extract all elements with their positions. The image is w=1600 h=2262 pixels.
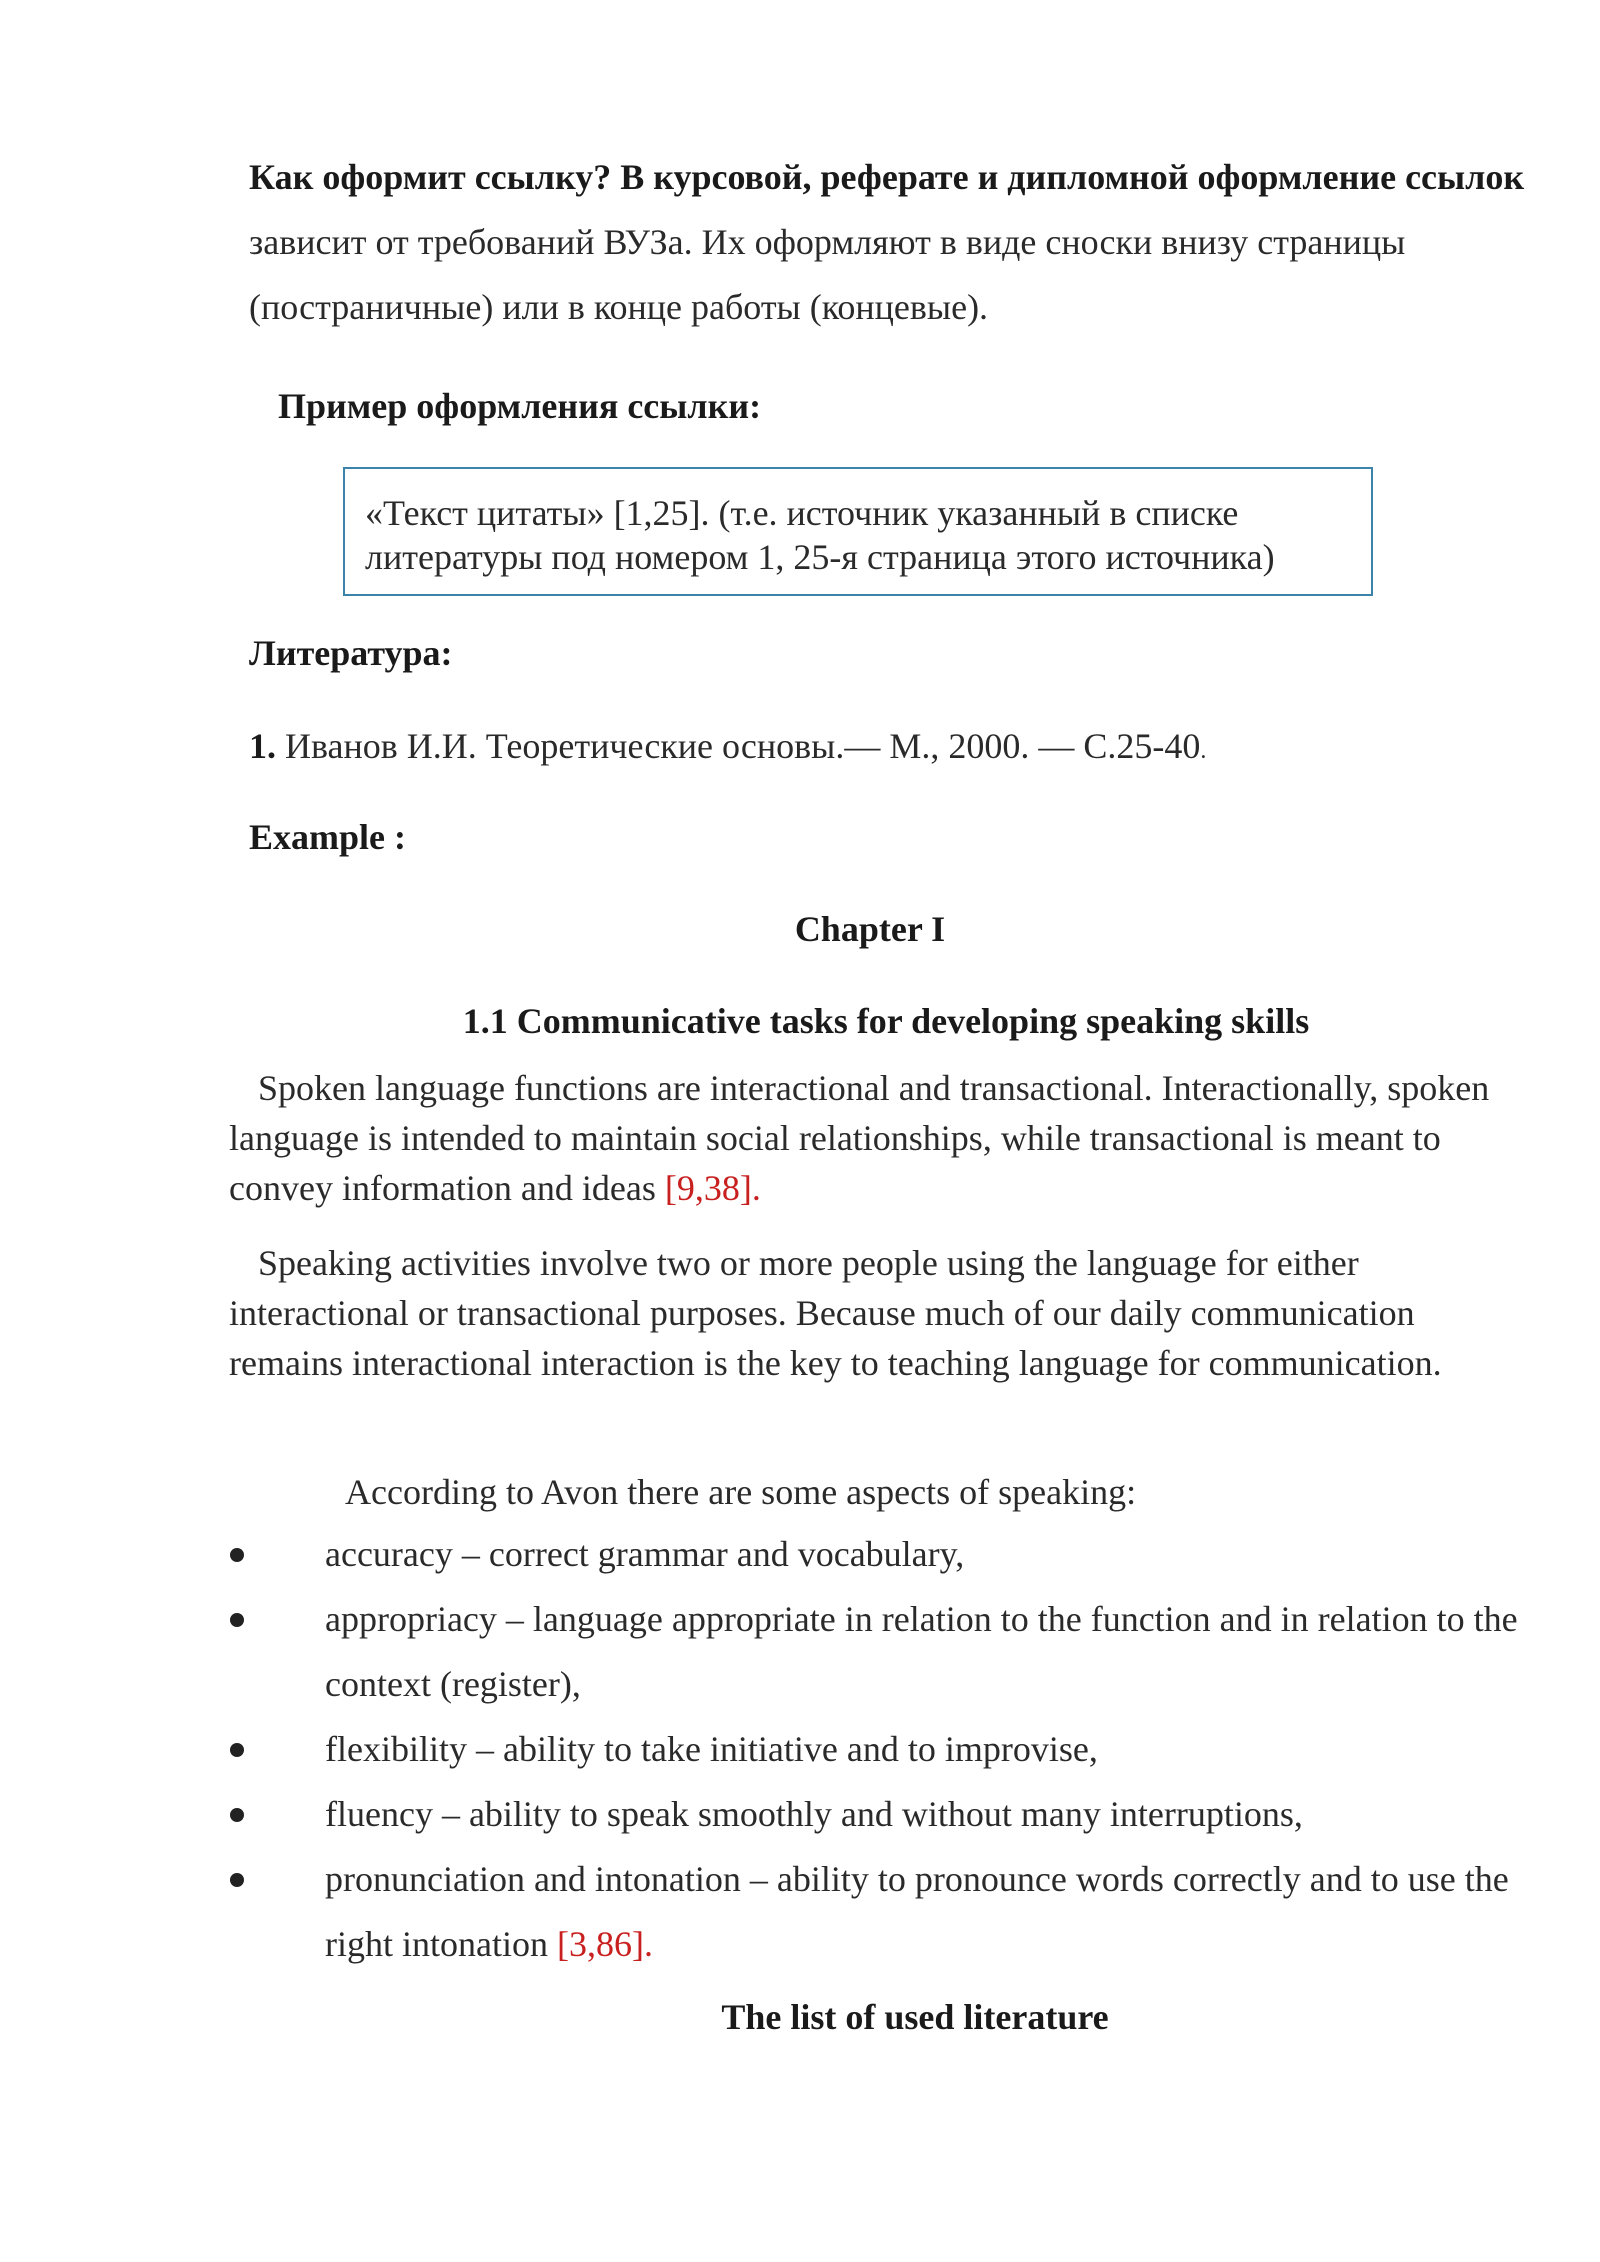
literature-list-heading: The list of used literature — [721, 1997, 1109, 2037]
example-label: Example : — [249, 817, 406, 857]
bullet-icon — [230, 1808, 244, 1822]
literature-item-number: 1. — [249, 726, 276, 766]
example-heading: Пример оформления ссылки: — [278, 386, 762, 426]
literature-item-text: Иванов И.И. Теоретические основы.— М., 2000. — С.25-40 — [285, 726, 1201, 766]
bullet-icon — [230, 1743, 244, 1757]
paragraph-2 — [229, 1238, 1519, 1388]
intro-text: зависит от требований ВУЗа. Их оформляют в виде сноски внизу страницы (постраничные) или в конце работы (концевые). — [249, 222, 1406, 327]
bullet-icon — [230, 1613, 244, 1627]
list-item: pronunciation and intonation – ability to pronounce words correctly and to use the right intonation [3,86]. — [229, 1847, 1529, 1977]
bullet-ref: [3,86]. — [556, 1924, 653, 1964]
chapter-heading: Chapter I — [794, 909, 946, 949]
intro-bold-text: В курсовой, реферате и дипломной оформление ссылок — [620, 157, 1525, 197]
paragraph-1 — [229, 1063, 1519, 1213]
intro-paragraph — [249, 145, 1549, 340]
paragraph-1-ref: [9,38]. — [664, 1168, 761, 1208]
intro-question: Как оформит ссылку? — [249, 157, 612, 197]
bullet-icon — [230, 1548, 244, 1562]
section-heading: 1.1 Communicative tasks for developing speaking skills — [462, 1001, 1310, 1041]
list-item: accuracy – correct grammar and vocabulary, — [229, 1522, 1529, 1587]
literature-item — [249, 725, 1206, 767]
quote-box — [343, 467, 1373, 596]
list-item: flexibility – ability to take initiative and to improvise, — [229, 1717, 1529, 1782]
list-item: appropriacy – language appropriate in relation to the function and in relation to the context (register), — [229, 1587, 1529, 1717]
quote-line-2: литературы под номером 1, 25-я страница этого источника) — [365, 537, 1275, 577]
aspects-list — [229, 1522, 1529, 1977]
paragraph-2-text: Speaking activities involve two or more people using the language for either interactional or transactional purposes. Because much of our daily communication remains interactional interaction is the key to teaching language for communication. — [229, 1243, 1442, 1383]
quote-line-1: «Текст цитаты» [1,25]. (т.е. источник указанный в списке — [365, 493, 1239, 533]
bullet-icon — [230, 1873, 244, 1887]
list-item: fluency – ability to speak smoothly and without many interruptions, — [229, 1782, 1529, 1847]
avon-intro: According to Avon there are some aspects of speaking: — [345, 1472, 1137, 1512]
literature-heading: Литература: — [249, 633, 453, 673]
paragraph-1-text: Spoken language functions are interactional and transactional. Interactionally, spoken language is intended to maintain social relationships, while transactional is meant to convey information and ideas — [229, 1068, 1490, 1208]
literature-item-dot: . — [1200, 738, 1207, 764]
